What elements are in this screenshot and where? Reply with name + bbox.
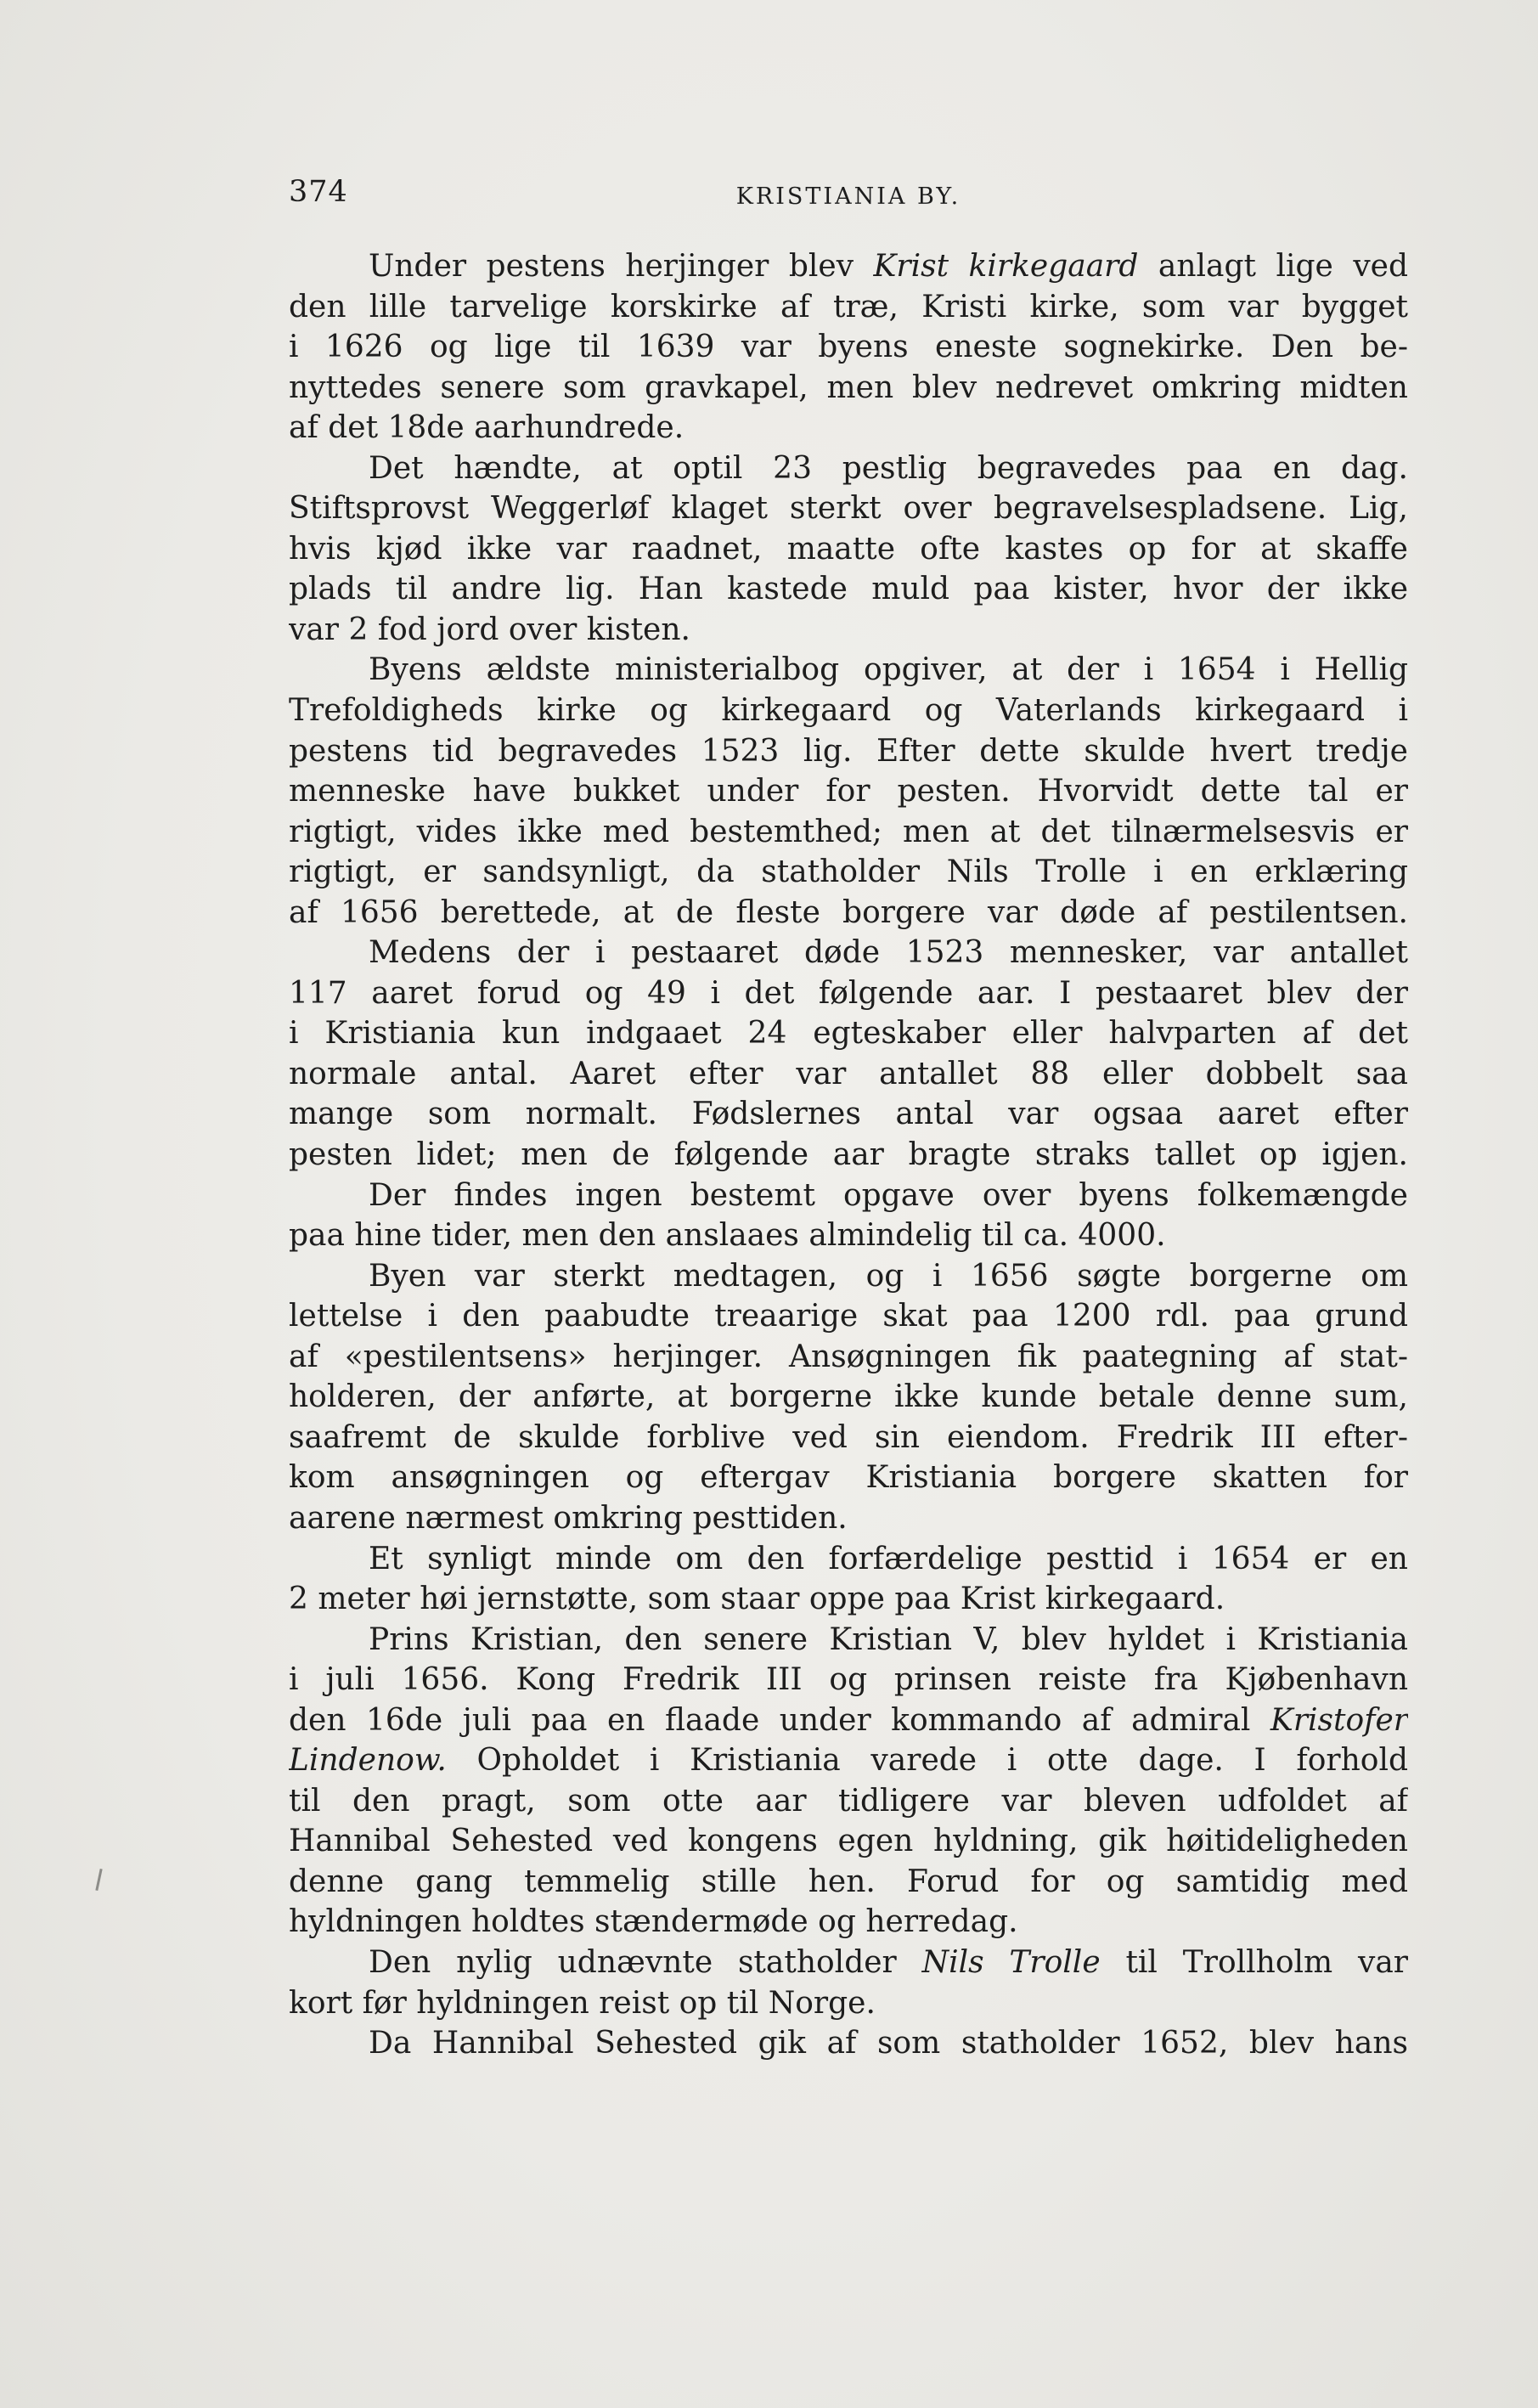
text-line <box>289 1943 1408 1983</box>
text-line <box>289 1296 1408 1337</box>
text-line <box>289 1821 1408 1862</box>
text-line <box>289 287 1408 328</box>
text-line <box>289 893 1408 933</box>
text-run: Da Hannibal Sehested gik af som statholder 1652, blev hans <box>369 2026 1408 2061</box>
text-line <box>289 650 1408 691</box>
text-run: den 16de juli paa en flaade under kommando af admiral <box>289 1702 1270 1738</box>
text-run: mange som normalt. Fødslernes antal var ogsaa aaret efter <box>289 1097 1408 1132</box>
text-run: i 1626 og lige til 1639 var byens eneste sognekirke. Den be- <box>289 330 1408 365</box>
text-run: Det hændte, at optil 23 pestlig begravedes paa en dag. <box>369 450 1408 486</box>
text-line <box>289 1902 1408 1943</box>
text-run: Trefoldigheds kirke og kirkegaard og Vaterlands kirkegaard i <box>289 693 1408 729</box>
text-line <box>289 610 1408 651</box>
text-run: hyldningen holdtes stændermøde og herredag. <box>289 1904 1018 1940</box>
text-run: Medens der i pestaaret døde 1523 mennesker, var antallet <box>369 935 1408 971</box>
text-run: Byens ældste ministerialbog opgiver, at der i 1654 i Hellig <box>369 652 1408 688</box>
text-line <box>289 1983 1408 2024</box>
text-run: hvis kjød ikke var raadnet, maatte ofte kastes op for at skaffe <box>289 531 1408 567</box>
text-line <box>289 731 1408 772</box>
text-line <box>289 1620 1408 1661</box>
text-line <box>289 1176 1408 1216</box>
text-line <box>289 1539 1408 1580</box>
italic-text: Lindenow. <box>289 1743 447 1779</box>
text-run: normale antal. Aaret efter var antallet 88 eller dobbelt saa <box>289 1056 1408 1091</box>
text-line <box>289 1135 1408 1176</box>
text-run: Under pestens herjinger blev <box>369 249 874 284</box>
text-line <box>289 1740 1408 1781</box>
text-run: rigtigt, er sandsynligt, da statholder Nils Trolle i en erklæring <box>289 854 1408 890</box>
text-run: pesten lidet; men de følgende aar bragte straks tallet op igjen. <box>289 1137 1408 1173</box>
text-line <box>289 1054 1408 1095</box>
text-run: denne gang temmelig stille hen. Forud for og samtidig med <box>289 1864 1408 1899</box>
text-run: nyttedes senere som gravkapel, men blev nedrevet omkring midten <box>289 369 1408 405</box>
text-run: Opholdet i Kristiania varede i otte dage. I forhold <box>446 1743 1408 1779</box>
margin-mark <box>95 1869 102 1891</box>
text-run: paa hine tider, men den anslaaes almindelig til ca. 4000. <box>289 1218 1166 1254</box>
text-run: Hannibal Sehested ved kongens egen hyldning, gik høitideligheden <box>289 1824 1408 1859</box>
text-run: af 1656 berettede, at de fleste borgere var døde af pestilentsen. <box>289 894 1408 930</box>
text-run: Byen var sterkt medtagen, og i 1656 søgte borgerne om <box>369 1258 1408 1294</box>
text-line <box>289 488 1408 529</box>
text-line <box>289 852 1408 893</box>
text-line <box>289 1337 1408 1378</box>
text-line <box>289 1498 1408 1539</box>
text-line <box>289 1377 1408 1418</box>
text-run: aarene nærmest omkring pesttiden. <box>289 1500 848 1536</box>
body-text <box>289 246 1408 2064</box>
text-run: Den nylig udnævnte statholder <box>369 1944 922 1980</box>
text-line <box>289 771 1408 812</box>
text-line <box>289 327 1408 368</box>
text-run: kort før hyldningen reist op til Norge. <box>289 1985 876 2021</box>
text-line <box>289 529 1408 570</box>
text-run: til den pragt, som otte aar tidligere var bleven udfoldet af <box>289 1783 1408 1819</box>
text-run: Der findes ingen bestemt opgave over byens folkemængde <box>369 1177 1408 1213</box>
text-run: i juli 1656. Kong Fredrik III og prinsen reiste fra Kjøbenhavn <box>289 1662 1408 1698</box>
text-line <box>289 569 1408 610</box>
text-run: af «pestilentsens» herjinger. Ansøgningen fik paategning af stat- <box>289 1339 1408 1374</box>
text-line <box>289 1781 1408 1822</box>
text-run: anlagt lige ved <box>1138 249 1408 284</box>
text-line <box>289 1094 1408 1135</box>
text-run: plads til andre lig. Han kastede muld paa kister, hvor der ikke <box>289 572 1408 607</box>
text-run: holderen, der anførte, at borgerne ikke kunde betale denne sum, <box>289 1379 1408 1415</box>
text-line <box>289 1700 1408 1741</box>
text-line <box>289 1862 1408 1903</box>
italic-text: Kristofer <box>1270 1702 1408 1738</box>
text-line <box>289 1215 1408 1256</box>
text-run: af det 18de aarhundrede. <box>289 410 684 446</box>
text-run: Prins Kristian, den senere Kristian V, blev hyldet i Kristiania <box>369 1621 1408 1657</box>
text-line <box>289 1579 1408 1620</box>
text-line <box>289 246 1408 287</box>
text-line <box>289 691 1408 731</box>
text-line <box>289 812 1408 853</box>
text-line <box>289 1013 1408 1054</box>
text-run: var 2 fod jord over kisten. <box>289 612 690 647</box>
text-run: pestens tid begravedes 1523 lig. Efter dette skulde hvert tredje <box>289 733 1408 769</box>
text-run: til Trollholm var <box>1100 1944 1408 1980</box>
text-line <box>289 1256 1408 1297</box>
text-run: Stiftsprovst Weggerløf klaget sterkt over begravelsespladsene. Lig, <box>289 491 1408 527</box>
text-run: Et synligt minde om den forfærdelige pesttid i 1654 er en <box>369 1541 1408 1576</box>
text-run: 117 aaret forud og 49 i det følgende aar. I pestaaret blev der <box>289 975 1408 1011</box>
text-line <box>289 448 1408 489</box>
running-head: KRISTIANIA BY. <box>735 183 961 210</box>
text-line <box>289 1418 1408 1458</box>
text-line <box>289 1660 1408 1700</box>
text-line <box>289 973 1408 1014</box>
text-run: saafremt de skulde forblive ved sin eiendom. Fredrik III efter- <box>289 1419 1408 1455</box>
text-run: i Kristiania kun indgaaet 24 egteskaber eller halvparten af det <box>289 1016 1408 1052</box>
italic-text: Nils Trolle <box>921 1944 1101 1980</box>
text-run: 2 meter høi jernstøtte, som staar oppe paa Krist kirkegaard. <box>289 1582 1225 1617</box>
text-run: den lille tarvelige korskirke af træ, Kristi kirke, som var bygget <box>289 289 1408 324</box>
page-header <box>289 175 1408 217</box>
text-line <box>289 933 1408 973</box>
text-line <box>289 2023 1408 2064</box>
italic-text: Krist kirkegaard <box>873 249 1139 284</box>
text-line <box>289 408 1408 448</box>
text-line <box>289 1458 1408 1498</box>
page-number: 374 <box>289 175 348 209</box>
text-run: lettelse i den paabudte treaarige skat paa 1200 rdl. paa grund <box>289 1299 1408 1334</box>
text-line <box>289 368 1408 409</box>
text-run: kom ansøgningen og eftergav Kristiania borgere skatten for <box>289 1460 1408 1496</box>
text-run: menneske have bukket under for pesten. Hvorvidt dette tal er <box>289 774 1408 809</box>
text-run: rigtigt, vides ikke med bestemthed; men at det tilnærmelsesvis er <box>289 814 1408 849</box>
